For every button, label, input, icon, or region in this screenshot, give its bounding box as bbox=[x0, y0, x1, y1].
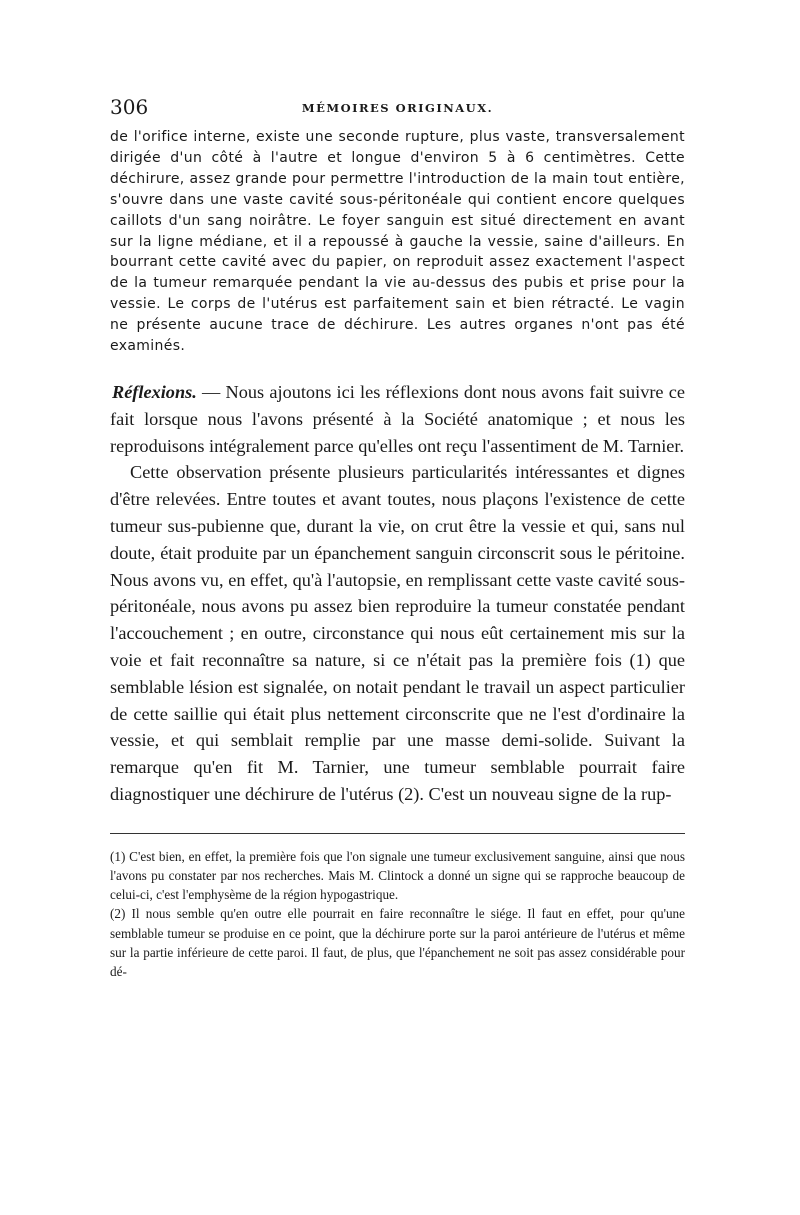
footnote-2: (2) Il nous semble qu'en outre elle pourrait en faire reconnaître le siége. Il faut en effet, pour qu'une semblable tumeur se produise en ce point, que la déchirure porte sur la paroi antérieure de l'utérus et même sur la partie inférieure de cette paroi. Il faut, de plus, que l'épanchement ne soit pas assez considérable pour dé- bbox=[110, 906, 685, 979]
page-number: 306 bbox=[110, 95, 149, 119]
footnote-1: (1) C'est bien, en effet, la première fois que l'on signale une tumeur exclusivement sanguine, ainsi que nous l'avons pu constater par nos recherches. Mais M. Clintock a donné un signe qui se rapproche beaucoup de celui-ci, c'est l'emphysème de la région hypogastrique. bbox=[110, 848, 685, 903]
running-title: MÉMOIRES ORIGINAUX. bbox=[301, 101, 494, 115]
reflexions-text: — Nous ajoutons ici les réflexions dont nous avons fait suivre ce fait lorsque nous l'avons présenté à la Société anatomique ; et nous les reproduisons intégralement parce qu'elles ont reçu l'assentiment de M. Tarnier. bbox=[110, 381, 685, 456]
paragraph-analysis: Cette observation présente plusieurs particularités intéressantes et dignes d'être relevées. Entre toutes et avant toutes, nous plaçons l'existence de cette tumeur sus-pubienne que, durant la vie, on crut être la vessie et qui, sans nul doute, était produite par un épanchement sanguin circonscrit sous le péritoine. Nous avons vu, en effet, qu'à l'autopsie, en remplissant cette vaste cavité sous-péritonéale, nous avons pu assez bien reproduire la tumeur constatée pendant l'accouchement ; en outre, circonstance qui nous eût certainement mis sur la voie et fait reconnaître sa nature, si ce n'était pas la première fois (1) que semblable lésion est signalée, on notait pendant le travail un aspect particulier de cette saillie qui était plus nettement circonscrite que ne l'est d'ordinaire la vessie, et qui semblait remplie par une masse demi-solide. Suivant la remarque qu'en fit M. Tarnier, une tumeur semblable pourrait faire diagnostiquer une déchirure de l'utérus (2). C'est un nouveau signe de la rup- bbox=[110, 462, 685, 804]
page bbox=[110, 95, 685, 981]
page-header bbox=[110, 95, 685, 127]
reflexions-heading: Réflexions. bbox=[112, 381, 197, 402]
paragraph-observation-end: de l'orifice interne, existe une seconde rupture, plus vaste, transversalement dirigée d'un côté à l'autre et longue d'environ 5 à 6 centimètres. Cette déchirure, assez grande pour permettre l'introduction de la main tout entière, s'ouvre dans une vaste cavité sous-péritonéale qui contient encore quelques caillots d'un sang noirâtre. Le foyer sanguin est situé directement en avant sur la ligne médiane, et il a repoussé à gauche la vessie, saine d'ailleurs. En bourrant cette cavité avec du papier, on reproduit assez exactement l'aspect de la tumeur remarquée pendant la vie au-dessus des pubis et prise pour la vessie. Le corps de l'utérus est parfaitement sain et bien rétracté. Le vagin ne présente aucune trace de déchirure. Les autres organes n'ont pas été examinés. bbox=[110, 129, 685, 355]
paragraph-reflexions bbox=[110, 379, 685, 459]
footnote-divider bbox=[110, 833, 685, 834]
